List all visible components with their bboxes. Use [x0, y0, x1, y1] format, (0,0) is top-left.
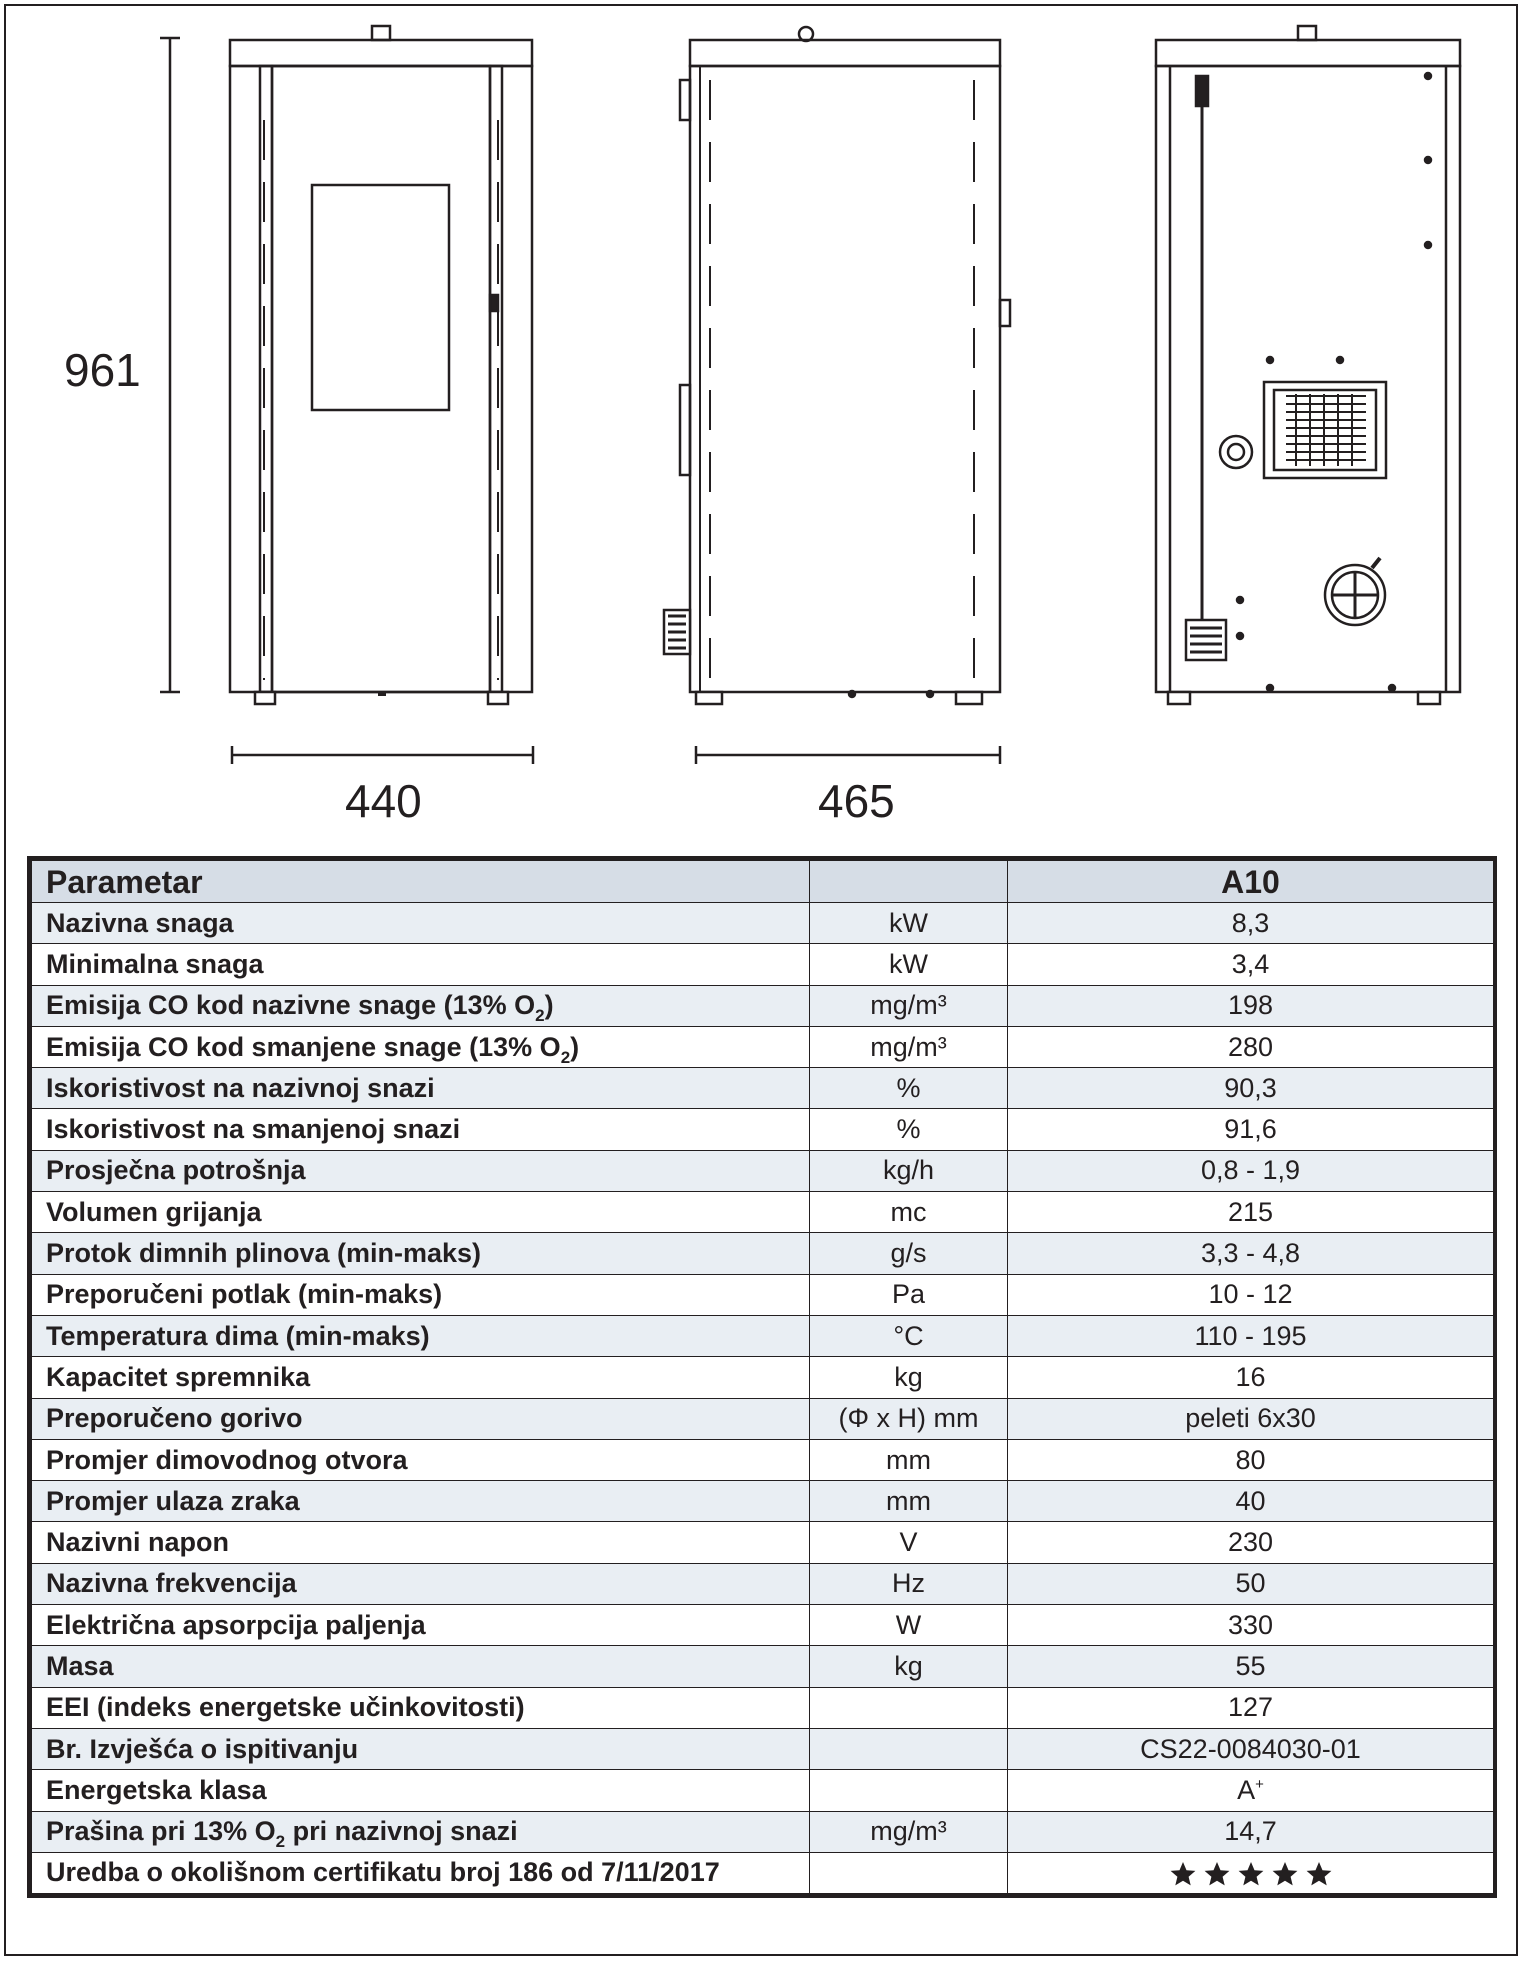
table-row	[32, 1109, 1494, 1150]
parameter-cell	[32, 1605, 810, 1646]
table-row	[32, 1439, 1494, 1480]
value-cell	[1008, 1109, 1494, 1150]
parameter-name: EEI (indeks energetske učinkovitosti)	[46, 1692, 525, 1723]
parameter-cell	[32, 1852, 810, 1893]
rating-stars	[1170, 1861, 1332, 1887]
parameter-cell	[32, 1109, 810, 1150]
width-dimension-label: 440	[345, 775, 422, 827]
value-cell	[1008, 1439, 1494, 1480]
value-cell	[1008, 985, 1494, 1026]
table-row	[32, 985, 1494, 1026]
value-cell	[1008, 1192, 1494, 1233]
table-row	[32, 1522, 1494, 1563]
unit-cell: kg	[810, 1357, 1008, 1398]
unit-cell: mg/m³	[810, 1811, 1008, 1852]
parameter-name: Protok dimnih plinova (min-maks)	[46, 1238, 482, 1269]
parameter-cell	[32, 1728, 810, 1769]
back-view	[1156, 26, 1460, 704]
value-text: 80	[1235, 1444, 1266, 1475]
table-row	[32, 1274, 1494, 1315]
parameter-cell	[32, 944, 810, 985]
value-text: 127	[1227, 1692, 1274, 1723]
table-row	[32, 1398, 1494, 1439]
value-text: 8,3	[1231, 907, 1270, 938]
unit-cell: kg/h	[810, 1150, 1008, 1191]
parameter-name: Nazivni napon	[46, 1527, 230, 1558]
value-cell	[1008, 903, 1494, 944]
value-text: 90,3	[1224, 1072, 1277, 1103]
parameter-subscript: 2	[560, 1047, 571, 1067]
value-text: 16	[1235, 1361, 1266, 1392]
depth-dimension-line	[696, 746, 1000, 764]
value-cell	[1008, 1068, 1494, 1109]
star-icon	[1306, 1861, 1332, 1887]
value-superscript: +	[1255, 1775, 1264, 1793]
parameter-subscript: 2	[275, 1832, 286, 1852]
parameter-subscript: 2	[535, 1006, 545, 1026]
header-parameter: Parametar	[32, 861, 810, 903]
parameter-name: Uredba o okolišnom certifikatu broj 186 od 7/11/2017	[46, 1857, 720, 1888]
value-text: 198	[1227, 990, 1274, 1021]
parameter-name: Emisija CO kod smanjene snage (13% O	[46, 1031, 561, 1062]
parameter-name: Nazivna frekvencija	[46, 1568, 297, 1599]
front-view	[230, 26, 532, 704]
value-cell	[1008, 1852, 1494, 1893]
star-icon	[1204, 1861, 1230, 1887]
table-row	[32, 903, 1494, 944]
table-row	[32, 1687, 1494, 1728]
parameter-name: Iskoristivost na nazivnoj snazi	[46, 1072, 435, 1103]
depth-dimension-label: 465	[818, 775, 895, 827]
value-text: 215	[1227, 1196, 1274, 1227]
table-row	[32, 1605, 1494, 1646]
unit-cell: kW	[810, 903, 1008, 944]
parameter-name-suffix: )	[544, 990, 554, 1021]
parameter-name: Masa	[46, 1650, 114, 1681]
technical-drawings	[0, 0, 1524, 830]
unit-cell: Hz	[810, 1563, 1008, 1604]
value-text: 110 - 195	[1194, 1320, 1307, 1351]
value-cell	[1008, 1687, 1494, 1728]
value-cell	[1008, 1811, 1494, 1852]
unit-cell: V	[810, 1522, 1008, 1563]
table-row	[32, 1852, 1494, 1893]
parameter-name: Br. Izvješća o ispitivanju	[46, 1733, 359, 1764]
parameter-cell	[32, 1439, 810, 1480]
value-cell	[1008, 1357, 1494, 1398]
table-row	[32, 1315, 1494, 1356]
unit-cell: %	[810, 1068, 1008, 1109]
value-cell	[1008, 1770, 1494, 1811]
height-dimension-line	[160, 38, 180, 692]
table-row	[32, 1811, 1494, 1852]
value-text: peleti 6x30	[1185, 1403, 1316, 1434]
parameter-name: Iskoristivost na smanjenoj snazi	[46, 1114, 461, 1145]
header-unit	[810, 861, 1008, 903]
unit-cell: mm	[810, 1481, 1008, 1522]
parameter-name: Minimalna snaga	[46, 948, 264, 979]
unit-cell: W	[810, 1605, 1008, 1646]
parameter-cell	[32, 1398, 810, 1439]
star-icon	[1170, 1861, 1196, 1887]
table-row	[32, 1357, 1494, 1398]
parameter-cell	[32, 1357, 810, 1398]
value-text: 91,6	[1224, 1114, 1277, 1145]
value-text: 330	[1227, 1609, 1274, 1640]
unit-cell: Pa	[810, 1274, 1008, 1315]
parameter-cell	[32, 1770, 810, 1811]
unit-cell	[810, 1770, 1008, 1811]
unit-cell: kg	[810, 1646, 1008, 1687]
parameter-name-suffix: pri nazivnoj snazi	[285, 1816, 518, 1847]
parameter-cell	[32, 1315, 810, 1356]
table-row	[32, 1728, 1494, 1769]
value-cell	[1008, 1150, 1494, 1191]
unit-cell: mc	[810, 1192, 1008, 1233]
parameter-name: Prosječna potrošnja	[46, 1155, 306, 1186]
parameter-cell	[32, 1687, 810, 1728]
value-cell	[1008, 1605, 1494, 1646]
width-dimension-line	[232, 746, 533, 764]
unit-cell: mg/m³	[810, 985, 1008, 1026]
unit-cell: mg/m³	[810, 1026, 1008, 1067]
parameter-cell	[32, 1026, 810, 1067]
parameter-cell	[32, 985, 810, 1026]
side-view	[664, 27, 1010, 704]
table-row	[32, 1770, 1494, 1811]
parameter-name: Prašina pri 13% O	[46, 1816, 276, 1847]
parameter-name: Promjer ulaza zraka	[46, 1485, 300, 1516]
specifications-table	[27, 856, 1497, 1898]
star-icon	[1272, 1861, 1298, 1887]
table-row	[32, 1150, 1494, 1191]
parameter-cell	[32, 1192, 810, 1233]
unit-cell: mm	[810, 1439, 1008, 1480]
parameter-cell	[32, 1646, 810, 1687]
parameter-name: Preporučeni potlak (min-maks)	[46, 1279, 443, 1310]
unit-cell	[810, 1687, 1008, 1728]
table-row	[32, 1068, 1494, 1109]
value-cell	[1008, 1315, 1494, 1356]
value-cell	[1008, 1728, 1494, 1769]
parameter-cell	[32, 1068, 810, 1109]
unit-cell	[810, 1728, 1008, 1769]
parameter-cell	[32, 1811, 810, 1852]
value-text: 3,4	[1231, 948, 1270, 979]
value-text: 0,8 - 1,9	[1200, 1155, 1301, 1186]
value-text: 3,3 - 4,8	[1200, 1238, 1301, 1269]
value-cell	[1008, 1233, 1494, 1274]
header-model: A10	[1008, 861, 1494, 903]
value-text: A	[1237, 1774, 1256, 1805]
parameter-name-suffix: )	[570, 1031, 580, 1062]
value-cell	[1008, 1563, 1494, 1604]
value-cell	[1008, 1398, 1494, 1439]
parameter-name: Emisija CO kod nazivne snage (13% O	[46, 990, 536, 1021]
unit-cell: %	[810, 1109, 1008, 1150]
value-cell	[1008, 944, 1494, 985]
parameter-cell	[32, 1274, 810, 1315]
table-row	[32, 944, 1494, 985]
value-cell	[1008, 1522, 1494, 1563]
table-body	[32, 903, 1494, 1894]
value-cell	[1008, 1026, 1494, 1067]
star-icon	[1238, 1861, 1264, 1887]
value-cell	[1008, 1646, 1494, 1687]
unit-cell: g/s	[810, 1233, 1008, 1274]
parameter-name: Energetska klasa	[46, 1774, 267, 1805]
table-row	[32, 1233, 1494, 1274]
parameter-cell	[32, 1150, 810, 1191]
parameter-name: Volumen grijanja	[46, 1196, 262, 1227]
value-text: 280	[1227, 1031, 1274, 1062]
parameter-cell	[32, 1522, 810, 1563]
value-text: 50	[1235, 1568, 1266, 1599]
parameter-name: Promjer dimovodnog otvora	[46, 1444, 408, 1475]
parameter-cell	[32, 903, 810, 944]
value-text: 14,7	[1224, 1816, 1277, 1847]
table-header-row	[32, 861, 1494, 903]
value-text: 40	[1235, 1485, 1266, 1516]
parameter-name: Nazivna snaga	[46, 907, 234, 938]
table-row	[32, 1026, 1494, 1067]
parameter-cell	[32, 1563, 810, 1604]
value-text: 55	[1235, 1650, 1266, 1681]
parameter-name: Električna apsorpcija paljenja	[46, 1609, 426, 1640]
parameter-name: Temperatura dima (min-maks)	[46, 1320, 430, 1351]
height-dimension-label: 961	[64, 344, 141, 396]
table-row	[32, 1192, 1494, 1233]
value-text: CS22-0084030-01	[1140, 1733, 1361, 1764]
value-cell	[1008, 1481, 1494, 1522]
value-text: 10 - 12	[1208, 1279, 1293, 1310]
table-row	[32, 1563, 1494, 1604]
unit-cell: (Φ x H) mm	[810, 1398, 1008, 1439]
table-row	[32, 1646, 1494, 1687]
unit-cell: °C	[810, 1315, 1008, 1356]
parameter-name: Preporučeno gorivo	[46, 1403, 303, 1434]
table-row	[32, 1481, 1494, 1522]
parameter-cell	[32, 1233, 810, 1274]
parameter-name: Kapacitet spremnika	[46, 1361, 311, 1392]
unit-cell: kW	[810, 944, 1008, 985]
value-text: 230	[1227, 1527, 1274, 1558]
unit-cell	[810, 1852, 1008, 1893]
value-cell	[1008, 1274, 1494, 1315]
parameter-cell	[32, 1481, 810, 1522]
